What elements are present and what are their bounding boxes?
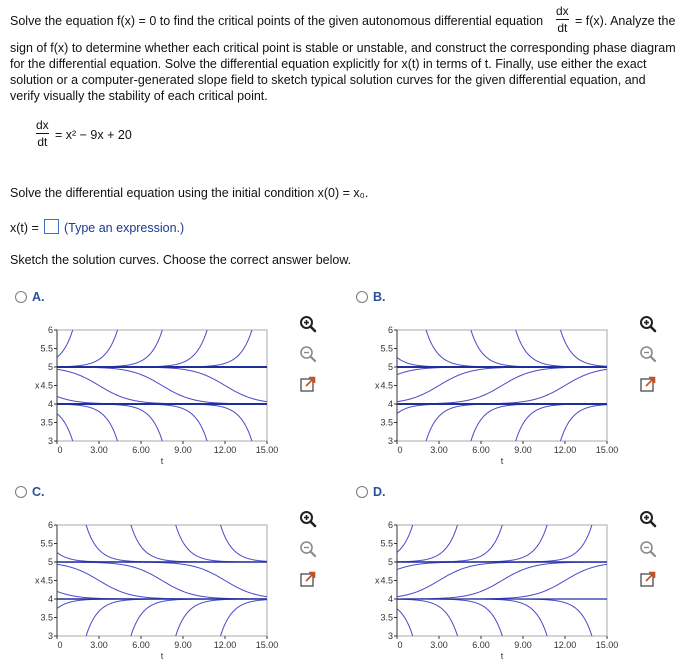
y-tick-label: 6 <box>47 325 53 335</box>
option-a-label[interactable]: A. <box>32 290 45 304</box>
x-tick-label: 3.00 <box>430 445 448 455</box>
x-tick-label: 0 <box>57 445 63 455</box>
curve-above <box>397 320 607 367</box>
y-axis-label: x <box>35 380 40 391</box>
option-d-radio[interactable] <box>356 486 368 498</box>
x-tick-label: 6.00 <box>472 640 490 650</box>
y-axis-label: x <box>375 575 380 586</box>
option-c-radio[interactable] <box>15 486 27 498</box>
x-tick-label: 6.00 <box>132 640 150 650</box>
curve-below <box>57 599 267 609</box>
x-tick-label: 12.00 <box>213 640 237 650</box>
y-tick-label: 3.5 <box>380 417 393 428</box>
curve-below <box>397 404 607 414</box>
y-tick-label: 5 <box>47 557 53 567</box>
x-tick-label: 15.00 <box>595 445 619 455</box>
x-axis-label: t <box>160 651 164 661</box>
curve-above <box>57 320 267 367</box>
eq-denominator: dt <box>37 135 48 149</box>
curve-above <box>57 552 267 562</box>
curve-above <box>397 320 607 367</box>
question-line-3: for the differential equation. Solve the differential equation explicitly for x(t) in terms of t. Finally, use either the exact <box>10 57 647 71</box>
curve-middle <box>57 562 267 597</box>
zoom-out-icon[interactable] <box>298 539 318 559</box>
curve-above <box>57 320 267 367</box>
x-tick-label: 12.00 <box>553 640 577 650</box>
y-tick-label: 3 <box>387 631 393 641</box>
zoom-out-icon[interactable] <box>638 344 658 364</box>
answer-prefix: x(t) = <box>10 221 39 235</box>
x-tick-label: 12.00 <box>213 445 237 455</box>
curve-middle <box>57 562 267 599</box>
curve-above <box>57 515 267 562</box>
x-tick-label: 3.00 <box>430 640 448 650</box>
popout-icon[interactable] <box>298 569 318 589</box>
x-tick-label: 6.00 <box>472 445 490 455</box>
curve-middle <box>397 562 607 570</box>
option-d-label[interactable]: D. <box>373 485 386 499</box>
curve-middle <box>57 367 267 404</box>
part2-instruction: Sketch the solution curves. Choose the correct answer below. <box>10 253 352 267</box>
curve-above <box>397 320 607 367</box>
popout-icon[interactable] <box>638 374 658 394</box>
frac-numerator: dx <box>556 4 569 18</box>
question-line-1b: = f(x). Analyze the <box>575 14 676 28</box>
curve-above <box>57 515 267 562</box>
zoom-in-icon[interactable] <box>298 314 318 334</box>
curve-middle <box>57 591 267 599</box>
x-tick-label: 15.00 <box>255 445 279 455</box>
option-a-plot <box>30 320 280 470</box>
curve-middle <box>397 564 607 599</box>
y-tick-label: 3 <box>47 631 53 641</box>
question-line-1 <box>10 14 543 28</box>
popout-icon[interactable] <box>638 569 658 589</box>
option-b-radio[interactable] <box>356 291 368 303</box>
y-axis-label: x <box>375 380 380 391</box>
answer-hint: (Type an expression.) <box>64 221 185 235</box>
y-tick-label: 4 <box>387 399 393 409</box>
y-tick-label: 4 <box>387 594 393 604</box>
curve-above <box>57 320 267 367</box>
x-tick-label: 9.00 <box>514 640 532 650</box>
curve-above <box>57 515 267 562</box>
x-tick-label: 6.00 <box>132 445 150 455</box>
y-tick-label: 3.5 <box>40 417 53 428</box>
x-tick-label: 15.00 <box>255 640 279 650</box>
x-tick-label: 12.00 <box>553 445 577 455</box>
y-tick-label: 6 <box>387 520 393 530</box>
y-tick-label: 6 <box>47 520 53 530</box>
curve-above <box>57 320 267 357</box>
y-tick-label: 3 <box>387 436 393 446</box>
x-tick-label: 0 <box>57 640 63 650</box>
eq-numerator: dx <box>36 118 49 132</box>
equation-rhs: = x² − 9x + 20 <box>55 128 132 142</box>
option-c-plot <box>30 515 280 665</box>
x-axis-label: t <box>500 651 504 661</box>
y-axis-label: x <box>35 575 40 586</box>
y-tick-label: 4.5 <box>40 575 53 586</box>
question-line-4: solution or a computer-generated slope field to sketch typical solution curves for the given differential equation, and <box>10 73 646 87</box>
curve-above <box>397 515 607 562</box>
x-tick-label: 0 <box>397 640 403 650</box>
zoom-out-icon[interactable] <box>298 344 318 364</box>
y-tick-label: 4 <box>47 399 53 409</box>
zoom-out-icon[interactable] <box>638 539 658 559</box>
curve-above <box>397 357 607 367</box>
curve-above <box>397 515 607 562</box>
solution-curves <box>57 515 267 655</box>
curve-middle <box>57 369 267 404</box>
x-tick-label: 3.00 <box>90 445 108 455</box>
curve-middle <box>397 367 607 375</box>
x-tick-label: 9.00 <box>174 445 192 455</box>
curve-middle <box>397 367 607 402</box>
curve-middle <box>397 367 607 404</box>
curve-above <box>397 320 607 366</box>
y-tick-label: 4.5 <box>380 575 393 586</box>
curve-middle <box>397 562 607 599</box>
solution-curves <box>397 320 607 460</box>
option-c-label[interactable]: C. <box>32 485 45 499</box>
x-axis-label: t <box>160 456 164 466</box>
curve-above <box>57 320 267 367</box>
question-text: Solve the equation f(x) = 0 to find the critical points of the given autonomous differential equation <box>10 14 544 28</box>
option-b-plot <box>370 320 620 470</box>
popout-icon[interactable] <box>298 374 318 394</box>
zoom-in-icon[interactable] <box>638 509 658 529</box>
x-tick-label: 9.00 <box>514 445 532 455</box>
y-tick-label: 5.5 <box>40 343 53 354</box>
zoom-in-icon[interactable] <box>638 314 658 334</box>
curve-above <box>397 515 607 562</box>
zoom-in-icon[interactable] <box>298 509 318 529</box>
y-tick-label: 5 <box>387 557 393 567</box>
curve-middle <box>397 562 607 597</box>
option-d-plot <box>370 515 620 665</box>
part1-instruction: Solve the differential equation using the initial condition x(0) = x₀. <box>10 186 369 200</box>
curve-middle <box>397 369 607 404</box>
frac-denominator: dt <box>557 21 568 35</box>
x-tick-label: 9.00 <box>174 640 192 650</box>
solution-curves <box>397 515 607 655</box>
dxdt-fraction <box>556 4 569 35</box>
option-b-label[interactable]: B. <box>373 290 386 304</box>
y-tick-label: 6 <box>387 325 393 335</box>
y-tick-label: 5.5 <box>380 538 393 549</box>
curve-above <box>397 515 607 552</box>
x-tick-label: 3.00 <box>90 640 108 650</box>
y-tick-label: 3.5 <box>380 612 393 623</box>
y-tick-label: 4.5 <box>380 380 393 391</box>
curve-middle <box>57 367 267 402</box>
x-tick-label: 0 <box>397 445 403 455</box>
y-tick-label: 3 <box>47 436 53 446</box>
curve-above <box>57 515 267 561</box>
y-tick-label: 5.5 <box>380 343 393 354</box>
x-axis-label: t <box>500 456 504 466</box>
question-line-5: verify visually the stability of each critical point. <box>10 89 268 103</box>
y-tick-label: 3.5 <box>40 612 53 623</box>
y-tick-label: 4 <box>47 594 53 604</box>
curve-above <box>397 515 607 562</box>
solution-curves <box>57 320 267 460</box>
question-line-2: sign of f(x) to determine whether each critical point is stable or unstable, and construct the corresponding phase diagram <box>10 41 676 55</box>
option-a-radio[interactable] <box>15 291 27 303</box>
curve-middle <box>57 564 267 599</box>
y-tick-label: 5 <box>387 362 393 372</box>
y-tick-label: 5.5 <box>40 538 53 549</box>
y-tick-label: 4.5 <box>40 380 53 391</box>
curve-middle <box>57 396 267 404</box>
x-tick-label: 15.00 <box>595 640 619 650</box>
y-tick-label: 5 <box>47 362 53 372</box>
answer-input[interactable] <box>44 219 59 234</box>
equation-fraction <box>36 118 49 149</box>
